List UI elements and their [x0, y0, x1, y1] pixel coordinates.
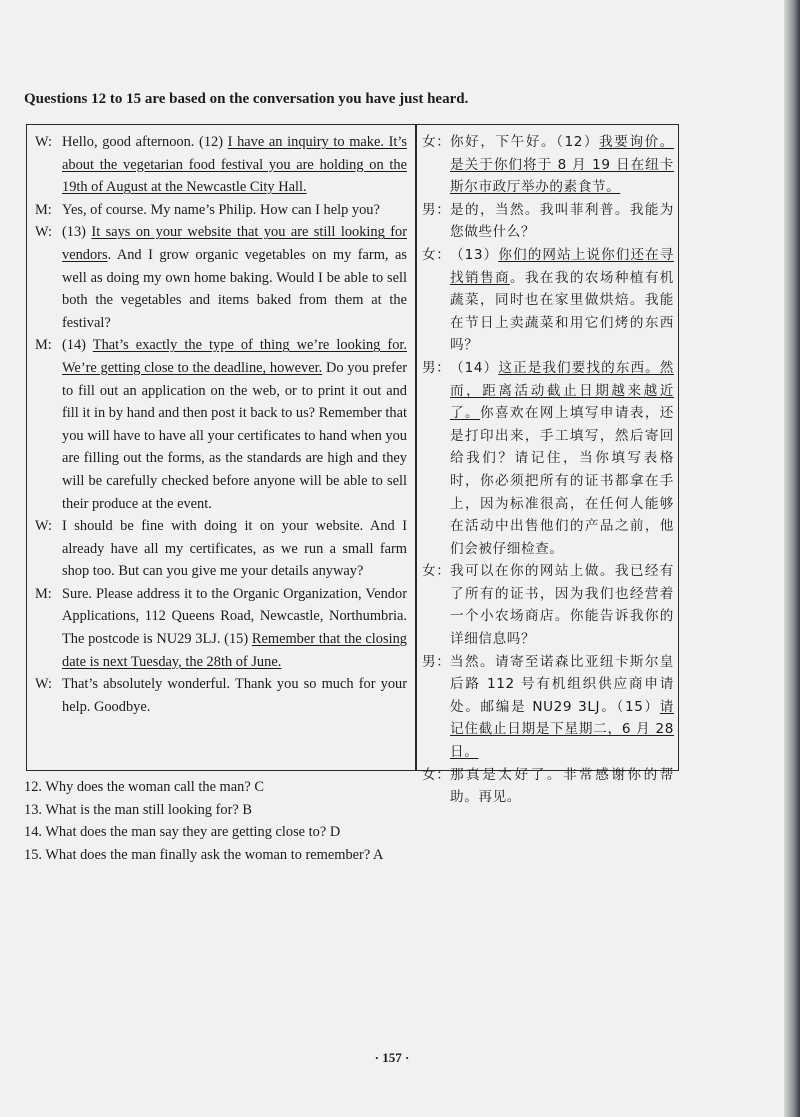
- dialogue-text: Hello, good afternoon. (12): [62, 134, 228, 150]
- underlined-answer-text: 这正是我们要找的东西。然而，距离活动截止日期越来越近了。: [450, 359, 674, 422]
- speaker-label: 男：: [422, 359, 451, 376]
- english-dialogue-turn: [35, 221, 407, 334]
- page-edge-shadow: [784, 0, 800, 1117]
- answer-item: 13. What is the man still looking for? B: [24, 801, 252, 818]
- utterance-text: [62, 673, 407, 718]
- page-number: · 157 ·: [374, 1050, 410, 1065]
- chinese-dialogue-turn: [422, 244, 674, 357]
- speaker-label: M:: [35, 337, 52, 354]
- utterance-text: [450, 651, 674, 764]
- dialogue-text: Do you prefer to fill out an application on the web, or to print it out and fill it in by hand and then post it back to us? Remember that you will have to have all your certificates to hand when you are filling out the forms, as the standards are high and they will be carefully checked before anyone will be able to sell their produce at the event.: [62, 359, 407, 512]
- english-dialogue-turn: [35, 515, 407, 583]
- speaker-label: 男：: [422, 201, 451, 218]
- speaker-label: W:: [35, 134, 53, 150]
- dialogue-text: 你好，下午好。（12）: [450, 134, 600, 150]
- utterance-text: [62, 131, 407, 199]
- utterance-text: [62, 221, 407, 334]
- dialogue-text: Sure. Please address it to the Organic Organization, Vendor Applications, 112 Queens Road, Newcastle, Northumbria. The postcode is NU29 3LJ. (15): [62, 585, 407, 648]
- dialogue-text: （13）: [450, 246, 499, 263]
- utterance-text: [450, 560, 674, 650]
- dialogue-text: (14): [62, 337, 93, 354]
- answer-item: 14. What does the man say they are getting close to? D: [24, 824, 341, 841]
- dialogue-text: 是的，当然。我叫菲利普。我能为您做些什么？: [450, 201, 674, 241]
- underlined-answer-text: Remember that the closing date is next Tuesday, the 28th of June.: [62, 631, 407, 670]
- speaker-label: W:: [35, 518, 53, 535]
- speaker-label: M:: [35, 201, 52, 218]
- underlined-answer-text: 我要询价。是关于你们将于 8 月 19 日在纽卡斯尔市政厅举办的素食节。: [450, 134, 674, 196]
- english-dialogue-turn: [35, 334, 407, 515]
- dialogue-text: (13): [62, 224, 92, 241]
- dialogue-text: 当然。请寄至诺森比亚纽卡斯尔皇后路 112 号有机组织供应商申请处。邮编是 NU29 3LJ。（15）: [450, 653, 674, 715]
- speaker-label: M:: [35, 585, 52, 602]
- underlined-answer-text: 你们的网站上说你们还在寻找销售商: [450, 246, 674, 286]
- underlined-answer-text: I have an inquiry to make. It’s about the vegetarian food festival you are holding on the 19th of August at the Newcastle City Hall.: [62, 134, 407, 196]
- chinese-dialogue-turn: [422, 651, 674, 764]
- answer-item: 15. What does the man finally ask the woman to remember? A: [24, 846, 384, 863]
- chinese-translation-column: [422, 131, 674, 809]
- utterance-text: [450, 357, 674, 560]
- utterance-text: [62, 583, 407, 673]
- underlined-answer-text: 请记住截止日期是下星期二，6 月 28 日。: [450, 698, 674, 761]
- dialogue-text: Yes, of course. My name’s Philip. How can I help you?: [62, 201, 380, 218]
- chinese-dialogue-turn: [422, 131, 674, 199]
- utterance-text: [450, 764, 674, 809]
- speaker-label: 女：: [422, 766, 451, 783]
- underlined-answer-text: It says on your website that you are still looking for vendors: [62, 224, 407, 263]
- dialogue-text: 我可以在你的网站上做。我已经有了所有的证书，因为我们也经营着一个小农场商店。你能告诉我你的详细信息吗？: [450, 563, 674, 648]
- speaker-label: W:: [35, 224, 53, 241]
- utterance-text: [62, 199, 407, 222]
- chinese-dialogue-turn: [422, 199, 674, 244]
- dialogue-text: I should be fine with doing it on your website. And I already have all my certificates, as we run a small farm shop too. But can you give me your details anyway?: [62, 518, 407, 580]
- answer-list: [24, 776, 383, 866]
- speaker-label: 女：: [422, 134, 451, 150]
- underlined-answer-text: That’s exactly the type of thing we’re looking for. We’re getting close to the deadline, however.: [62, 337, 407, 376]
- dialogue-text: 。我在我的农场种植有机蔬菜，同时也在家里做烘焙。我能在节日上卖蔬菜和用它们烤的东西吗？: [450, 269, 674, 354]
- utterance-text: [450, 244, 674, 357]
- column-divider: [415, 125, 417, 770]
- chinese-dialogue-turn: [422, 560, 674, 650]
- english-transcript-column: [35, 131, 407, 718]
- speaker-label: 女：: [422, 563, 451, 580]
- english-dialogue-turn: [35, 583, 407, 673]
- dialogue-text: （14）: [450, 359, 499, 376]
- english-dialogue-turn: [35, 199, 407, 222]
- speaker-label: 男：: [422, 653, 451, 670]
- dialogue-text: 你喜欢在网上填写申请表，还是打印出来，手工填写，然后寄回给我们？请记住，当你填写表格时，你必须把所有的证书都拿在手上，因为标准很高，在任何人能够在活动中出售他们的产品之前，他们会被仔细检查。: [450, 405, 674, 557]
- chinese-dialogue-turn: [422, 764, 674, 809]
- chinese-dialogue-turn: [422, 357, 674, 560]
- utterance-text: [450, 199, 674, 244]
- utterance-text: [62, 334, 407, 515]
- dialogue-text: That’s absolutely wonderful. Thank you so much for your help. Goodbye.: [62, 676, 407, 715]
- english-dialogue-turn: [35, 131, 407, 199]
- english-dialogue-turn: [35, 673, 407, 718]
- speaker-label: 女：: [422, 246, 451, 263]
- dialogue-text: . And I grow organic vegetables on my farm, as well as doing my own home baking. Would I be able to sell both the vegetables and items baked from them at the festival?: [62, 246, 407, 331]
- section-heading: Questions 12 to 15 are based on the conversation you have just heard.: [24, 91, 469, 107]
- speaker-label: W:: [35, 676, 53, 693]
- utterance-text: [62, 515, 407, 583]
- utterance-text: [450, 131, 674, 199]
- dialogue-text: 那真是太好了。非常感谢你的帮助。再见。: [450, 766, 674, 806]
- answer-item: 12. Why does the woman call the man? C: [24, 779, 264, 795]
